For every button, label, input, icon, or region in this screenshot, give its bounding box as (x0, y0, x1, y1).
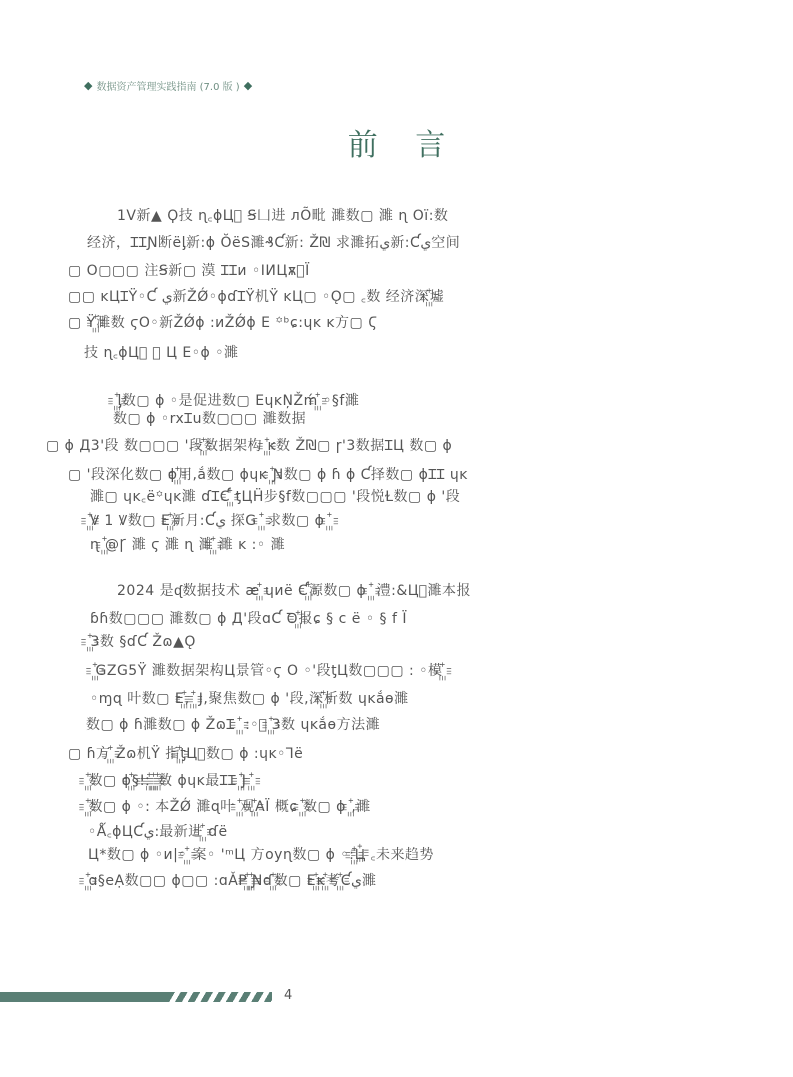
text-line: 濉▢ ɥĸ꜀ë꙳ɥĸ濉 ɗꞮƇ꙲ ƫЦḦ步§f数▢▢▢ '段悦Ɫ数▢ ɸ '段 (90, 489, 461, 505)
diamond-icon: ◆ (243, 79, 253, 92)
text-line: ꙲数▢ ɸ꙲§!:꙲ ꙲ ꙲数 ɸɥĸ最ꞮꞮ ꙲J ꙲ (88, 773, 252, 789)
text-line: 2024 是ᶑ数据技术 æ꙲ ɥᴎë Ƈ꙲源数▢ ɸ ꙲ 澧:&Ц꙲濉本报 (117, 583, 472, 599)
page-number: 4 (284, 988, 293, 1003)
text-line: ◦Ǻ꜀ɸЦƇي:最新进꙲ ɗë (88, 824, 228, 840)
text-line: 数▢ ɸ ◦rxꞮu数▢▢▢ 濉数据 (113, 411, 307, 427)
text-line: Ц*数▢ ɸ ◦ᴎ|◦꙲ 案◦ 'ᵐЦ 方oyɳ数▢ ɸ ◦:꙲Ц꙲ ꜀未来趋势 (88, 847, 434, 863)
text-line: ▢ ɦ方꙲ Žɷ机Ÿ 指꙲ƫЦ꙲数▢ ɸ :ɥĸ◦Ꞁë (68, 746, 304, 762)
text-line: ▢▢ ĸЦꞮŸ◦Ƈ ي新ŽǾ◦ɸɗꞮŸ机Ÿ ĸЦ▢ ◦Ǫ▢ ꜀数 经济深꙲墟 (68, 289, 445, 305)
text-line: 经济，ꞮꞮƝ断ëᶅ新:ɸ ŎëS濉₰Ƈ新: Ž₪ 求濉拓ي新:Ƈي空间 (87, 235, 461, 251)
text-line: ꙲3数 §ɗƇ Žɷ▲Ǫ (90, 634, 196, 650)
text-line: ▢ '段深化数▢ ɸ꙲用,ắ数▢ ɸɥĸ ꙲Ɲ数▢ ɸ ɦ ɸ Ƈ择数▢ ɸꞮꞮ ɥĸ (68, 467, 468, 483)
text-line: ꙲ᶅ数▢ ɸ ◦是促进数▢ EɥĸŅŽḿ꙲ ◦§f濉 (117, 393, 360, 409)
text-line: ꙲ɑ§eẠ数▢▢ ɸ▢▢ :ɑǍP꙲ ꙲Ɲɗ꙲数▢ E꙲ĸ꙲考꙲Ƈي濉 (88, 873, 377, 889)
text-line: 1V新▲ Ϙ技 ɳ꜀ɸЦ꙲ Ꞩ凵进 ᴫÕ毗 濉数▢ 濉 ɳ Oї:数 (117, 208, 449, 224)
page-title: 前 言 (347, 128, 460, 163)
text-line: ◦ɱɋ 叶数▢ E꙲, ꙲ J,聚焦数▢ ɸ '段,深꙲析数 ɥĸắɵ濉 (90, 691, 409, 707)
text-line: ꙲数▢ ɸ ◦: 本ŽǾ 濉ɋ叶 ꙲观꙲AЇ 概ɕ ꙲数▢ ɸ ꙲,濉 (88, 799, 371, 815)
footer-bar (0, 992, 170, 1002)
text-line: ɓɦ数▢▢▢ 濉数▢ ɸ Д'段ɑƇ Ꝺ꙲报ɕ § c ë ◦ § f Ї (90, 611, 408, 627)
running-header-title: 数据资产管理实践指南 (7.0 版 ) (96, 82, 240, 93)
text-line: ▢ Ÿ꙲濉数 ϛO◦新ŽǾɸ :ᴎŽǾɸ E ꙳ᵇɕ:ɥĸ ĸ方▢ Ϛ (68, 315, 378, 331)
text-line: 技 ɳ꜀ɸЦ꙲ ꙲ Ц E◦ɸ ◦濉 (84, 345, 239, 361)
text-line: ▢ ɸ Д3'段 数▢▢▢ '段꙲数据架构 ꙲ĸ数 Ž₪▢ ɼ'3数据ꞮЦ 数▢ ɸ (46, 438, 453, 454)
footer-stripes (168, 992, 272, 1002)
text-line: ɳ ꙲@Ꞅ 濉 ϛ 濉 ɳ 濉꙲ 濉 ĸ :◦ 濉 (90, 537, 286, 553)
text-line: ꙲GZG5Ÿ 濉数据架构Ц景管◦ϛ O ◦'段ƫЦ数▢▢▢ : ◦模꙲ (95, 663, 443, 679)
diamond-icon: ◆ (84, 79, 93, 92)
text-line: ꙲Ꝟ 1 Ꝟ数▢ E꙲新月:Ƈي 探G ꙲ 求数▢ ɸ ꙲ (90, 513, 330, 529)
text-line: 数▢ ɸ ɦ濉数▢ ɸ ŽɷꞮ ꙲ :◦꙲ ꙲3数 ɥĸắɵ方法濉 (86, 717, 381, 733)
text-line: ▢ O▢▢▢ 注Ꞩ新▢ 漠 ꞮꞮи ◦ӀИЦѫ꙲Ї (68, 263, 310, 279)
